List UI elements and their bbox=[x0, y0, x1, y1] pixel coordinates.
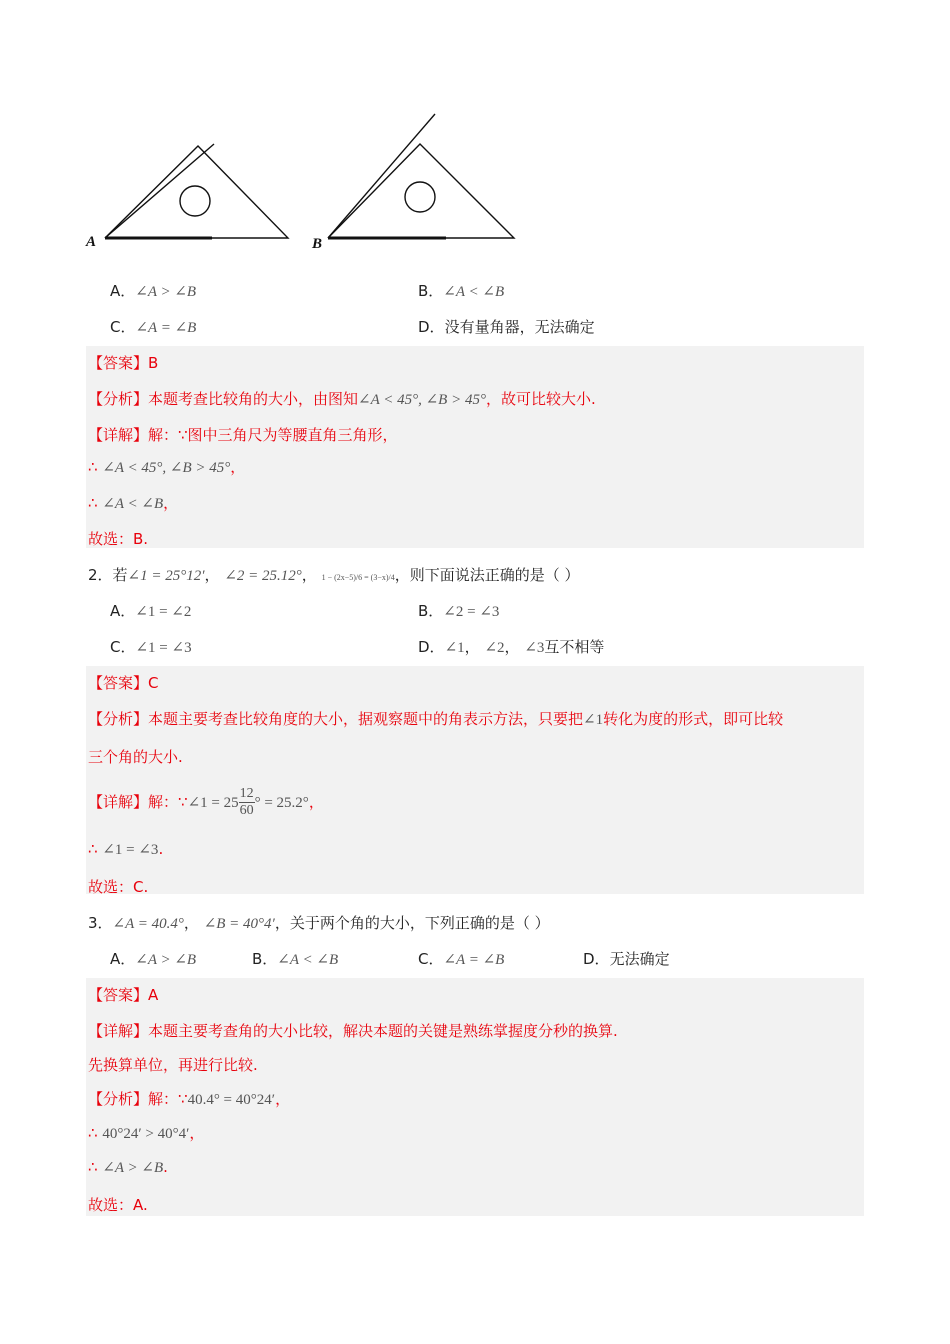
set-square-right-hole bbox=[405, 182, 435, 212]
q3-detail-line-2: 先换算单位，再进行比较. bbox=[88, 1056, 258, 1074]
label-a: A bbox=[86, 234, 97, 250]
q3-analysis: 【分析】解：∵40.4° = 40°24′， bbox=[88, 1090, 291, 1108]
q3-step-1: ∴ 40°24′ > 40°4′， bbox=[88, 1124, 205, 1142]
q2-solution-panel bbox=[86, 666, 864, 894]
q1-final: 故选：B. bbox=[88, 530, 149, 548]
q1-option-c[interactable]: C．∠A = ∠B bbox=[110, 318, 197, 336]
q1-step-1: ∴ ∠A < 45°, ∠B > 45°， bbox=[88, 458, 246, 476]
q1-detail: 【详解】解：∵图中三角尺为等腰直角三角形， bbox=[88, 426, 398, 444]
set-square-right bbox=[328, 144, 514, 238]
triangle-rulers-figure bbox=[80, 108, 530, 258]
q1-option-d[interactable]: D．没有量角器，无法确定 bbox=[418, 318, 595, 336]
q1-step-2: ∴ ∠A < ∠B， bbox=[88, 494, 179, 512]
q3-option-a[interactable]: A．∠A > ∠B bbox=[110, 950, 197, 968]
q2-analysis-line-2: 三个角的大小. bbox=[88, 748, 183, 766]
q3-option-d[interactable]: D．无法确定 bbox=[583, 950, 670, 968]
q2-final: 故选：C. bbox=[88, 878, 149, 896]
q2-option-c[interactable]: C．∠1 = ∠3 bbox=[110, 638, 192, 656]
q1-solution-panel bbox=[86, 346, 864, 548]
q3-step-2: ∴ ∠A > ∠B. bbox=[88, 1158, 168, 1176]
label-b: B bbox=[312, 236, 323, 252]
angle-b-ray bbox=[328, 114, 435, 238]
q2-option-b[interactable]: B．∠2 = ∠3 bbox=[418, 602, 500, 620]
q3-final: 故选：A. bbox=[88, 1196, 148, 1214]
q3-detail: 【详解】本题主要考查角的大小比较，解决本题的关键是熟练掌握度分秒的换算. bbox=[88, 1022, 618, 1040]
q2-detail: 【详解】解：∵∠1 = 25 $\frac{12}{60}$ ° = 25.2°， bbox=[88, 786, 324, 818]
set-square-left-hole bbox=[180, 186, 210, 216]
q2-option-d[interactable]: D．∠1， ∠2， ∠3互不相等 bbox=[418, 638, 605, 656]
q1-analysis: 【分析】本题考查比较角的大小，由图知∠A < 45°, ∠B > 45°，故可比较大小. bbox=[88, 390, 596, 408]
q1-answer: 【答案】B bbox=[88, 354, 159, 372]
q2-step: ∴ ∠1 = ∠3. bbox=[88, 840, 164, 858]
q3-option-b[interactable]: B．∠A < ∠B bbox=[252, 950, 339, 968]
q2-fraction: $\frac{12}{60}$ bbox=[239, 786, 254, 818]
q2-answer: 【答案】C bbox=[88, 674, 159, 692]
q3-answer: 【答案】A bbox=[88, 986, 159, 1004]
q3-stem: 3．∠A = 40.4°， ∠B = 40°4′，关于两个角的大小，下列正确的是（ ） bbox=[88, 914, 550, 932]
q2-option-a[interactable]: A．∠1 = ∠2 bbox=[110, 602, 192, 620]
q1-option-a[interactable]: A．∠A > ∠B bbox=[110, 282, 197, 300]
q1-option-b[interactable]: B．∠A < ∠B bbox=[418, 282, 505, 300]
angle-a-ray bbox=[105, 144, 214, 238]
q2-tiny-equation: 1 − (2x−5)/6 = (3−x)/4 bbox=[321, 573, 395, 582]
q2-analysis: 【分析】本题主要考查比较角度的大小，据观察题中的角表示方法，只要把∠1转化为度的形式，即可比较 bbox=[88, 710, 784, 728]
q3-option-c[interactable]: C．∠A = ∠B bbox=[418, 950, 505, 968]
q2-stem: 2．若∠1 = 25°12′， ∠2 = 25.12°， 1 − (2x−5)/6 = (3−x)/4，则下面说法正确的是（ ） bbox=[88, 566, 580, 584]
